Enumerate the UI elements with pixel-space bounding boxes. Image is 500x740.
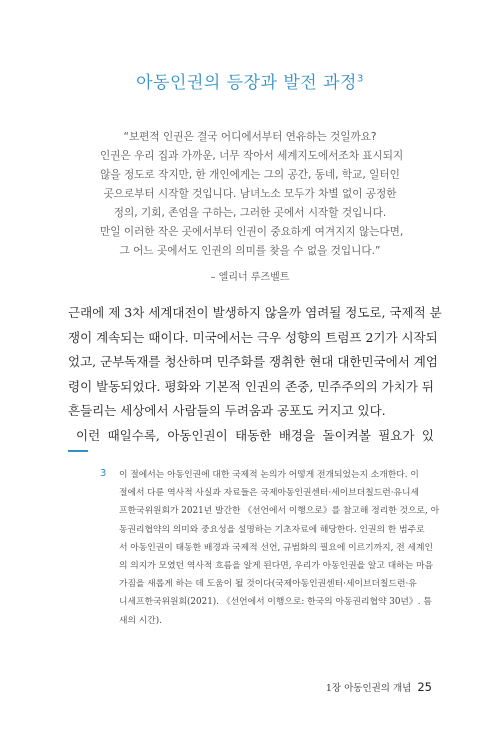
body-line: 근래에 제 3차 세계대전이 발생하지 않을까 염려될 정도로, 국제적 분 [68, 305, 442, 320]
footnote-line: 니세프한국위원회(2021). 《선언에서 이행으로: 한국의 아동권리협약 30년》. 틈 [119, 597, 432, 608]
footnote-line: 서 아동인권이 태동한 배경과 국제적 선언, 규범화의 필요에 이르기까지, 전 세계인 [119, 542, 433, 553]
footnote-line: 프한국위원회가 2021년 발간한 《선언에서 이행으로》를 참고해 정리한 것으로, 아 [119, 506, 440, 517]
epigraph-quote [100, 128, 404, 261]
footnote-number: 3 [100, 468, 107, 479]
footnote-line: 의 의지가 모였던 역사적 흐름을 알게 된다면, 우리가 아동인권을 알고 대하는 마음 [119, 561, 433, 572]
footnote-ref[interactable]: 3 [356, 73, 364, 85]
body-line: 이런 때일수록, 아동인권이 태동한 배경을 돌이켜볼 필요가 있 [76, 427, 434, 443]
section-title-text: 아동인권의 등장과 발전 과정 [136, 73, 357, 93]
body-line: 었고, 군부독재를 청산하며 민주화를 쟁취한 현대 대한민국에서 계엄 [68, 354, 438, 370]
footnote-line: 새의 시간). [119, 615, 163, 626]
page-number: 25 [417, 680, 432, 694]
quote-line: 만일 이러한 작은 곳에서부터 인권이 중요하게 여겨지지 않는다면, [100, 226, 404, 238]
footnote-line: 이 절에서는 아동인권에 대한 국제적 논의가 어떻게 전개되었는지 소개한다. 이 [119, 470, 419, 480]
quote-author: – 엘리너 루즈벨트 [210, 272, 290, 283]
quote-line: 정의, 기회, 존엄을 구하는, 그러한 곳에서 시작할 것입니다. [113, 207, 387, 219]
footnote-text [119, 466, 440, 630]
quote-line: 그 어느 곳에서도 인권의 의미를 찾을 수 없을 것입니다.” [119, 245, 381, 257]
quote-line: 않을 정도로 작지만, 한 개인에게는 그의 공간, 동네, 학교, 일터인 [100, 169, 400, 181]
footnote-divider [68, 450, 88, 452]
chapter-label: 1장 아동인권의 개념 [325, 683, 412, 694]
quote-line: “보편적 인권은 결국 어디에서부터 연유하는 것일까요? [123, 131, 377, 143]
quote-line: 곳으로부터 시작할 것입니다. 남녀노소 모두가 차별 없이 공정한 [103, 188, 397, 200]
section-title [0, 68, 500, 93]
footnote-line: 동권리협약의 의미와 중요성을 설명하는 기초자료에 해당한다. 인권의 한 범주로 [119, 524, 425, 535]
body-line: 쟁이 계속되는 때이다. 미국에서는 극우 성향의 트럼프 2기가 시작되 [68, 329, 438, 345]
page-footer [326, 680, 432, 694]
body-line: 령이 발동되었다. 평화와 기본적 인권의 존중, 민주주의의 가치가 뒤 [68, 378, 434, 394]
footnote-line: 절에서 다룬 역사적 사실과 자료들은 국제아동인권센터·세이브더칠드런·유니세 [119, 488, 420, 499]
quote-line: 인권은 우리 집과 가까운, 너무 작아서 세계지도에서조차 표시되지 [100, 150, 404, 162]
body-text [68, 301, 442, 449]
body-line: 흔들리는 세상에서 사람들의 두려움과 공포도 커지고 있다. [68, 403, 386, 419]
footnote-line: 가짐을 새롭게 하는 데 도움이 될 것이다(국제아동인권센터·세이브더칠드런·유 [119, 579, 417, 590]
